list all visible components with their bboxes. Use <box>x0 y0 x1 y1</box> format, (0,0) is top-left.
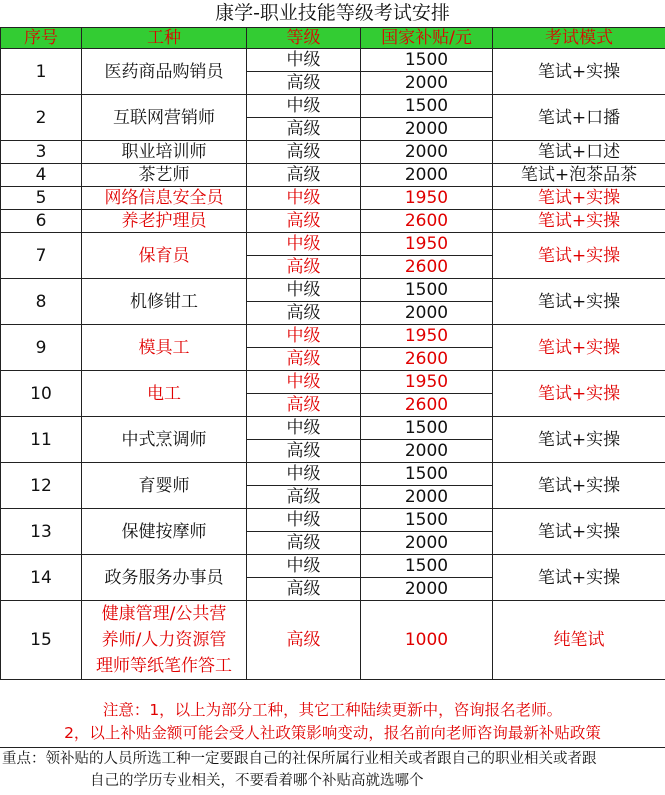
row-index: 13 <box>1 509 82 555</box>
row-subsidy: 2600 <box>361 256 493 279</box>
row-exam-mode: 笔试+实操 <box>493 233 665 279</box>
row-job: 育婴师 <box>82 463 247 509</box>
table-row <box>1 325 665 348</box>
row-subsidy: 2000 <box>361 532 493 555</box>
row-level: 高级 <box>247 164 361 187</box>
row-subsidy: 2600 <box>361 210 493 233</box>
exam-table <box>0 27 665 680</box>
row-subsidy: 2000 <box>361 72 493 95</box>
row-exam-mode: 纯笔试 <box>493 601 665 680</box>
row-subsidy: 2000 <box>361 578 493 601</box>
row-subsidy: 1950 <box>361 233 493 256</box>
row-index: 15 <box>1 601 82 680</box>
row-exam-mode: 笔试+实操 <box>493 555 665 601</box>
row-subsidy: 2000 <box>361 141 493 164</box>
table-row <box>1 95 665 118</box>
row-index: 14 <box>1 555 82 601</box>
row-subsidy: 1500 <box>361 417 493 440</box>
row-level: 高级 <box>247 72 361 95</box>
row-job: 网络信息安全员 <box>82 187 247 210</box>
table-row <box>1 233 665 256</box>
row-exam-mode: 笔试+实操 <box>493 463 665 509</box>
row-level: 高级 <box>247 348 361 371</box>
header-index: 序号 <box>1 28 82 49</box>
row-index: 2 <box>1 95 82 141</box>
table-row <box>1 279 665 302</box>
row-subsidy: 1500 <box>361 509 493 532</box>
row-job-line: 健康管理/公共营 <box>101 604 227 624</box>
table-row <box>1 417 665 440</box>
row-subsidy: 1000 <box>361 601 493 680</box>
row-index: 10 <box>1 371 82 417</box>
row-level: 高级 <box>247 141 361 164</box>
table-row <box>1 210 665 233</box>
row-job: 职业培训师 <box>82 141 247 164</box>
table-row <box>1 601 665 680</box>
row-exam-mode: 笔试+实操 <box>493 509 665 555</box>
row-subsidy: 2000 <box>361 302 493 325</box>
row-level: 高级 <box>247 210 361 233</box>
row-subsidy: 2000 <box>361 440 493 463</box>
header-level: 等级 <box>247 28 361 49</box>
note-line-1: 注意：1，以上为部分工种，其它工种陆续更新中，咨询报名老师。 <box>102 701 563 719</box>
row-subsidy: 1950 <box>361 325 493 348</box>
note-line-2: 2，以上补贴金额可能会受人社政策影响变动，报名前向老师咨询最新补贴政策 <box>64 724 601 742</box>
row-subsidy: 1500 <box>361 49 493 72</box>
row-level: 高级 <box>247 302 361 325</box>
row-index: 8 <box>1 279 82 325</box>
row-exam-mode: 笔试+实操 <box>493 187 665 210</box>
table-row <box>1 164 665 187</box>
row-job: 茶艺师 <box>82 164 247 187</box>
row-exam-mode: 笔试+实操 <box>493 279 665 325</box>
row-level: 高级 <box>247 256 361 279</box>
row-job: 电工 <box>82 371 247 417</box>
header-subsidy: 国家补贴/元 <box>361 28 493 49</box>
row-job-line: 理师等纸笔作答工 <box>96 656 232 676</box>
row-level: 高级 <box>247 601 361 680</box>
row-subsidy: 2600 <box>361 394 493 417</box>
row-exam-mode: 笔试+实操 <box>493 417 665 463</box>
row-level: 中级 <box>247 555 361 578</box>
row-exam-mode: 笔试+口述 <box>493 141 665 164</box>
row-level: 高级 <box>247 486 361 509</box>
header-mode: 考试模式 <box>493 28 665 49</box>
row-index: 11 <box>1 417 82 463</box>
table-row <box>1 463 665 486</box>
notes-block <box>0 699 665 795</box>
row-job: 医药商品购销员 <box>82 49 247 95</box>
row-level: 中级 <box>247 233 361 256</box>
row-level: 高级 <box>247 118 361 141</box>
sheet-title: 康学-职业技能等级考试安排 <box>0 0 665 28</box>
row-job: 养老护理员 <box>82 210 247 233</box>
table-row <box>1 371 665 394</box>
row-job: 保育员 <box>82 233 247 279</box>
row-level: 中级 <box>247 187 361 210</box>
row-job <box>82 601 247 680</box>
row-index: 1 <box>1 49 82 95</box>
key-note <box>0 747 665 792</box>
row-subsidy: 1500 <box>361 279 493 302</box>
row-subsidy: 1500 <box>361 555 493 578</box>
row-job-line: 养师/人力资源管 <box>101 630 227 650</box>
row-level: 中级 <box>247 49 361 72</box>
row-level: 中级 <box>247 95 361 118</box>
row-exam-mode: 笔试+实操 <box>493 49 665 95</box>
row-index: 6 <box>1 210 82 233</box>
row-job: 保健按摩师 <box>82 509 247 555</box>
row-subsidy: 1500 <box>361 95 493 118</box>
header-row <box>1 28 665 49</box>
row-index: 4 <box>1 164 82 187</box>
key-note-line-1: 重点：领补贴的人员所选工种一定要跟自己的社保所属行业相关或者跟自己的职业相关或者跟 <box>2 751 597 767</box>
table-body <box>1 49 665 680</box>
row-level: 中级 <box>247 463 361 486</box>
row-index: 3 <box>1 141 82 164</box>
row-index: 5 <box>1 187 82 210</box>
header-job: 工种 <box>82 28 247 49</box>
row-subsidy: 1950 <box>361 371 493 394</box>
row-exam-mode: 笔试+实操 <box>493 210 665 233</box>
row-level: 高级 <box>247 532 361 555</box>
row-level: 中级 <box>247 325 361 348</box>
key-note-line-2: 自己的学历专业相关，不要看着哪个补贴高就选哪个 <box>90 773 424 789</box>
row-index: 7 <box>1 233 82 279</box>
table-row <box>1 49 665 72</box>
row-job: 政务服务办事员 <box>82 555 247 601</box>
row-level: 高级 <box>247 440 361 463</box>
row-job: 互联网营销师 <box>82 95 247 141</box>
row-exam-mode: 笔试+实操 <box>493 371 665 417</box>
row-index: 12 <box>1 463 82 509</box>
row-exam-mode: 笔试+实操 <box>493 325 665 371</box>
row-level: 中级 <box>247 509 361 532</box>
row-job: 中式烹调师 <box>82 417 247 463</box>
row-subsidy: 2600 <box>361 348 493 371</box>
row-index: 9 <box>1 325 82 371</box>
row-job: 模具工 <box>82 325 247 371</box>
row-subsidy: 2000 <box>361 164 493 187</box>
row-level: 高级 <box>247 394 361 417</box>
row-level: 高级 <box>247 578 361 601</box>
row-exam-mode: 笔试+泡茶品茶 <box>493 164 665 187</box>
row-level: 中级 <box>247 279 361 302</box>
table-row <box>1 555 665 578</box>
table-row <box>1 141 665 164</box>
row-subsidy: 1950 <box>361 187 493 210</box>
row-job: 机修钳工 <box>82 279 247 325</box>
row-level: 中级 <box>247 417 361 440</box>
row-subsidy: 2000 <box>361 118 493 141</box>
row-subsidy: 1500 <box>361 463 493 486</box>
row-subsidy: 2000 <box>361 486 493 509</box>
table-row <box>1 187 665 210</box>
row-exam-mode: 笔试+口播 <box>493 95 665 141</box>
row-level: 中级 <box>247 371 361 394</box>
table-row <box>1 509 665 532</box>
